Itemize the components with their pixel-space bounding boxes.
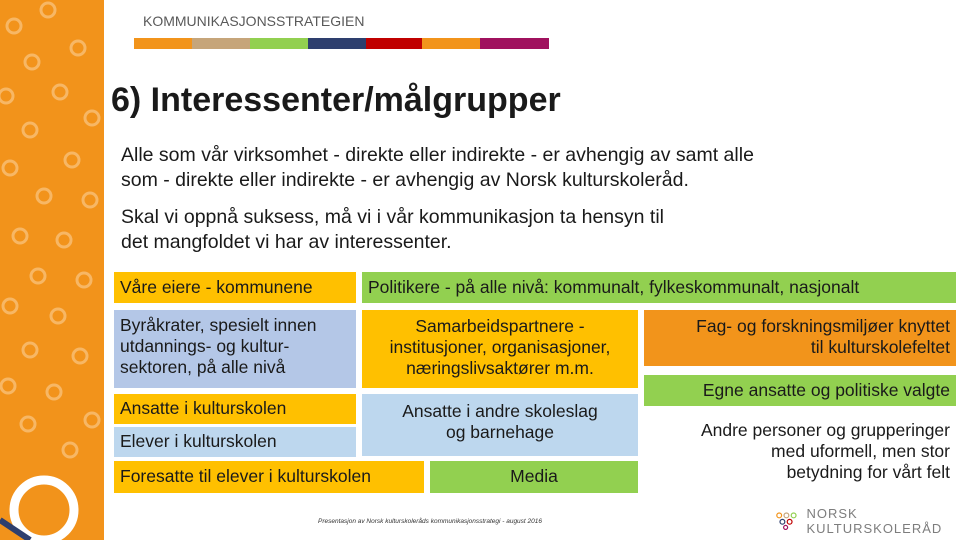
box-elever-label: Elever i kulturskolen — [120, 431, 277, 451]
color-bar-green — [250, 38, 308, 49]
box-andre-line-2: med uformell, men stor — [771, 441, 950, 461]
box-eiere-label: Våre eiere - kommunene — [120, 277, 313, 297]
box-byrakrater-line-2: utdannings- og kultur- — [120, 336, 290, 356]
paragraph-2-line-1: Skal vi oppnå suksess, må vi i vår kommunikasjon ta hensyn til — [121, 206, 664, 228]
box-fag — [644, 310, 956, 366]
box-ansatte-kultur — [114, 394, 356, 424]
box-media-label: Media — [510, 466, 558, 486]
color-bar-tan — [192, 38, 250, 49]
box-ansatte-andre-line-1: Ansatte i andre skoleslag — [402, 401, 598, 421]
box-egne — [644, 375, 956, 406]
page-title: 6) Interessenter/målgrupper — [111, 81, 561, 119]
box-andre — [644, 416, 956, 494]
color-bar-orange-2 — [422, 38, 480, 49]
kulturskoleraad-logo-icon — [776, 510, 798, 532]
box-egne-label: Egne ansatte og politiske valgte — [702, 380, 950, 400]
box-media — [430, 461, 638, 493]
box-byrakrater-line-1: Byråkrater, spesielt innen — [120, 315, 317, 335]
box-andre-line-3: betydning for vårt felt — [786, 462, 950, 482]
box-samarbeid — [362, 310, 638, 388]
box-andre-line-1: Andre personer og grupperinger — [700, 420, 950, 440]
box-fag-line-1: Fag- og forskningsmiljøer knyttet — [696, 316, 950, 336]
box-foresatte — [114, 461, 424, 493]
box-fag-line-2: til kulturskolefeltet — [810, 337, 950, 357]
paragraph-1-line-2: som - direkte eller indirekte - er avhengig av Norsk kulturskoleråd. — [121, 169, 689, 191]
box-politikere-label: Politikere - på alle nivå: kommunalt, fylkeskommunalt, nasjonalt — [368, 277, 860, 297]
logo — [776, 506, 960, 536]
box-ansatte-kultur-label: Ansatte i kulturskolen — [120, 398, 287, 418]
box-eiere — [114, 272, 356, 303]
decorative-sidebar — [0, 0, 104, 540]
box-elever — [114, 427, 356, 457]
box-ansatte-andre — [362, 394, 638, 456]
box-byrakrater — [114, 310, 356, 388]
box-samarbeid-line-1: Samarbeidspartnere - — [415, 316, 585, 336]
box-samarbeid-line-3: næringslivsaktører m.m. — [406, 358, 594, 378]
logo-text: NORSK KULTURSKOLERÅD — [806, 506, 943, 536]
paragraph-1-line-1: Alle som vår virksomhet - direkte eller indirekte - er avhengig av samt alle — [121, 144, 754, 166]
box-samarbeid-line-2: institusjoner, organisasjoner, — [389, 337, 611, 357]
footer-text: Presentasjon av Norsk kulturskoleråds kommunikasjonsstrategi - august 2016 — [318, 518, 542, 525]
ring-pattern-icon — [0, 0, 104, 540]
section-header: KOMMUNIKASJONSSTRATEGIEN — [143, 13, 365, 29]
box-politikere — [362, 272, 956, 303]
color-bar-orange — [134, 38, 192, 49]
box-foresatte-label: Foresatte til elever i kulturskolen — [120, 466, 371, 486]
color-bar-red — [366, 38, 422, 49]
color-bar-purple — [480, 38, 549, 49]
paragraph-2-line-2: det mangfoldet vi har av interessenter. — [121, 231, 452, 253]
box-ansatte-andre-line-2: og barnehage — [445, 422, 555, 442]
box-byrakrater-line-3: sektoren, på alle nivå — [120, 357, 286, 377]
color-bar-navy — [308, 38, 366, 49]
